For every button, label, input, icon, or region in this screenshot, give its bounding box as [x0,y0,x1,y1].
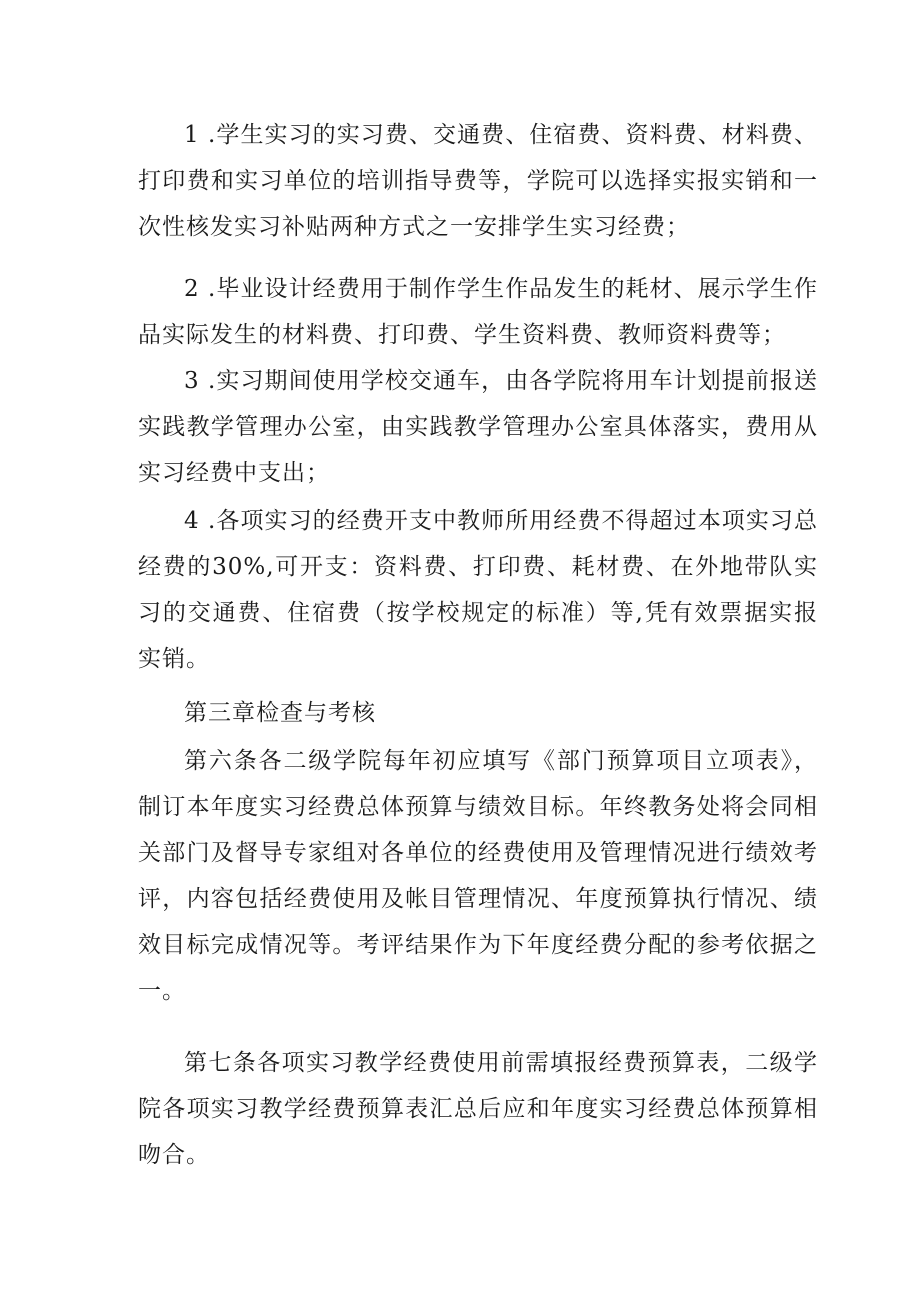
paragraph-item-3: 3 .实习期间使用学校交通车，由各学院将用车计划提前报送实践教学管理办公室，由实践教学管理办公室具体落实，费用从实习经费中支出； [138,368,818,486]
paragraph-item-1: 1 .学生实习的实习费、交通费、住宿费、资料费、材料费、打印费和实习单位的培训指导费等，学院可以选择实报实销和一次性核发实习补贴两种方式之一安排学生实习经费； [138,122,818,240]
paragraph-item-4: 4 .各项实习的经费开支中教师所用经费不得超过本项实习总经费的30%,可开支：资料费、打印费、耗材费、在外地带队实习的交通费、住宿费（按学校规定的标准）等,凭有效票据实报实销。 [138,508,818,672]
article-six: 第六条各二级学院每年初应填写《部门预算项目立项表》，制订本年度实习经费总体预算与绩效目标。年终教务处将会同相关部门及督导专家组对各单位的经费使用及管理情况进行绩效考评，内容包括经费使用及帐目管理情况、年度预算执行情况、绩效目标完成情况等。考评结果作为下年度经费分配的参考依据之一。 [138,748,818,1004]
article-seven: 第七条各项实习教学经费使用前需填报经费预算表，二级学院各项实习教学经费预算表汇总后应和年度实习经费总体预算相吻合。 [138,1050,818,1168]
paragraph-item-2: 2 .毕业设计经费用于制作学生作品发生的耗材、展示学生作品实际发生的材料费、打印费、学生资料费、教师资料费等； [138,276,818,348]
chapter-heading: 第三章检查与考核 [184,700,376,726]
